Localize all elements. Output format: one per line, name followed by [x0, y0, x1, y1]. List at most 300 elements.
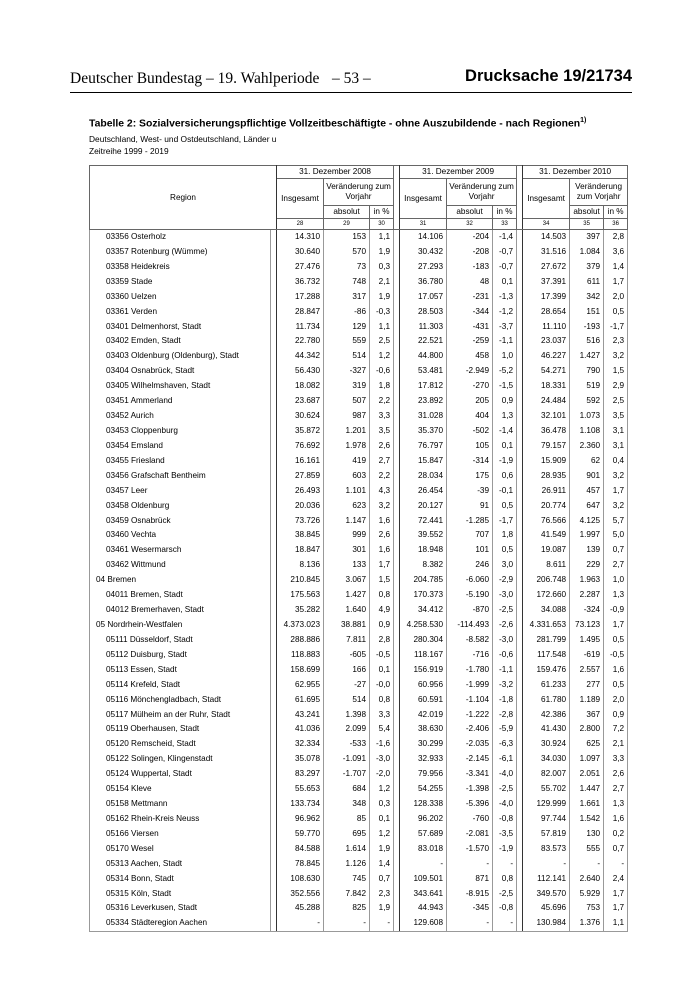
absolut-value: 139 — [570, 543, 604, 558]
absolut-value: 1.084 — [570, 245, 604, 260]
absolut-value: 404 — [447, 409, 493, 424]
absolut-value: -270 — [447, 379, 493, 394]
region-name: 03459 Osnabrück — [90, 514, 271, 529]
region-name: 03458 Oldenburg — [90, 499, 271, 514]
insgesamt-value: 16.161 — [277, 454, 324, 469]
absolut-value: -1.398 — [447, 782, 493, 797]
absolut-value: -6.060 — [447, 573, 493, 588]
absolut-value: 457 — [570, 484, 604, 499]
percent-value: -1,7 — [493, 514, 517, 529]
table-subtitle-scope: Deutschland, West- und Ostdeutschland, Länder u — [89, 134, 277, 144]
absolut-value: 1.108 — [570, 424, 604, 439]
absolut-value: 1.997 — [570, 528, 604, 543]
percent-value: 2,6 — [370, 528, 394, 543]
absolut-value: 229 — [570, 558, 604, 573]
change-header: Veränderung zum Vorjahr — [324, 179, 394, 206]
percent-value: 2,6 — [604, 767, 628, 782]
insgesamt-value: 20.127 — [400, 499, 447, 514]
percent-value: -3,0 — [493, 588, 517, 603]
absolut-value: 611 — [570, 275, 604, 290]
absolut-value: 555 — [570, 842, 604, 857]
insgesamt-value: 210.845 — [277, 573, 324, 588]
percent-value: 1,3 — [493, 409, 517, 424]
percent-value: -0,5 — [370, 648, 394, 663]
absolut-value: 790 — [570, 364, 604, 379]
insgesamt-value: 35.282 — [277, 603, 324, 618]
percent-value: -0,1 — [493, 484, 517, 499]
region-name: 03402 Emden, Stadt — [90, 334, 271, 349]
table-row — [90, 349, 628, 364]
percent-value: 1,7 — [604, 901, 628, 916]
absolut-value: 570 — [324, 245, 370, 260]
absolut-value: 458 — [447, 349, 493, 364]
percent-header: in % — [604, 206, 628, 219]
region-name: 03357 Rotenburg (Wümme) — [90, 245, 271, 260]
percent-value: -1,1 — [493, 663, 517, 678]
insgesamt-value: 34.030 — [523, 752, 570, 767]
page-number: – 53 – — [332, 70, 371, 87]
absolut-value: 748 — [324, 275, 370, 290]
absolut-value: 1.963 — [570, 573, 604, 588]
absolut-value: 999 — [324, 528, 370, 543]
insgesamt-value: 79.956 — [400, 767, 447, 782]
absolut-value: 85 — [324, 812, 370, 827]
percent-value: 0,5 — [604, 678, 628, 693]
column-number: 35 — [570, 219, 604, 230]
absolut-value: -5.190 — [447, 588, 493, 603]
region-name: 03403 Oldenburg (Oldenburg), Stadt — [90, 349, 271, 364]
insgesamt-value: 53.481 — [400, 364, 447, 379]
region-name: 05334 Städteregion Aachen — [90, 916, 271, 931]
region-name: 03456 Grafschaft Bentheim — [90, 469, 271, 484]
insgesamt-value: 117.548 — [523, 648, 570, 663]
absolut-value: 1.614 — [324, 842, 370, 857]
percent-value: 2,3 — [370, 887, 394, 902]
percent-value: 2,8 — [370, 633, 394, 648]
table-row — [90, 827, 628, 842]
percent-value: 2,2 — [370, 394, 394, 409]
table-row — [90, 454, 628, 469]
percent-value: -0,8 — [493, 901, 517, 916]
insgesamt-value: 129.608 — [400, 916, 447, 931]
insgesamt-value: 112.141 — [523, 872, 570, 887]
percent-value: - — [493, 916, 517, 931]
absolut-value: 7.842 — [324, 887, 370, 902]
insgesamt-value: 43.241 — [277, 708, 324, 723]
percent-value: -6,3 — [493, 737, 517, 752]
insgesamt-value: 18.082 — [277, 379, 324, 394]
percent-value: -2,5 — [493, 887, 517, 902]
percent-value: 0,8 — [370, 588, 394, 603]
insgesamt-value: 19.087 — [523, 543, 570, 558]
absolut-value: 1.126 — [324, 857, 370, 872]
insgesamt-value: 72.441 — [400, 514, 447, 529]
region-name: 05314 Bonn, Stadt — [90, 872, 271, 887]
insgesamt-value: 84.588 — [277, 842, 324, 857]
table-row — [90, 409, 628, 424]
absolut-value: 367 — [570, 708, 604, 723]
insgesamt-value: 34.088 — [523, 603, 570, 618]
insgesamt-value: 14.503 — [523, 230, 570, 245]
percent-value: 3,2 — [370, 499, 394, 514]
table-row — [90, 618, 628, 633]
insgesamt-value: 30.640 — [277, 245, 324, 260]
region-name: 03404 Osnabrück, Stadt — [90, 364, 271, 379]
percent-value: -0,9 — [604, 603, 628, 618]
percent-value: -6,1 — [493, 752, 517, 767]
percent-value: 0,6 — [493, 469, 517, 484]
insgesamt-value: 54.255 — [400, 782, 447, 797]
percent-value: 3,6 — [604, 245, 628, 260]
absolut-value: -1.091 — [324, 752, 370, 767]
percent-value: 1,9 — [370, 290, 394, 305]
percent-value: 0,8 — [370, 693, 394, 708]
insgesamt-value: 158.699 — [277, 663, 324, 678]
absolut-value: -208 — [447, 245, 493, 260]
insgesamt-value: 97.744 — [523, 812, 570, 827]
insgesamt-value: 23.037 — [523, 334, 570, 349]
absolut-value: 684 — [324, 782, 370, 797]
insgesamt-value: 20.774 — [523, 499, 570, 514]
insgesamt-value: 55.653 — [277, 782, 324, 797]
percent-value: 1,9 — [370, 842, 394, 857]
percent-value: 3,3 — [370, 708, 394, 723]
percent-value: 1,4 — [604, 260, 628, 275]
percent-value: 0,8 — [493, 872, 517, 887]
percent-value: -2,9 — [493, 573, 517, 588]
absolut-value: -2.081 — [447, 827, 493, 842]
absolut-value: 317 — [324, 290, 370, 305]
insgesamt-value: 38.845 — [277, 528, 324, 543]
table-row — [90, 573, 628, 588]
percent-value: 1,7 — [370, 558, 394, 573]
absolut-value: 175 — [447, 469, 493, 484]
absolut-value: -231 — [447, 290, 493, 305]
insgesamt-value: 41.549 — [523, 528, 570, 543]
table-row — [90, 424, 628, 439]
absolut-value: -344 — [447, 305, 493, 320]
change-header: Veränderung zum Vorjahr — [570, 179, 628, 206]
percent-value: 0,7 — [604, 842, 628, 857]
absolut-value: 2.557 — [570, 663, 604, 678]
insgesamt-value: 175.563 — [277, 588, 324, 603]
insgesamt-value: 28.034 — [400, 469, 447, 484]
percent-value: -2,5 — [493, 782, 517, 797]
insgesamt-value: 56.430 — [277, 364, 324, 379]
insgesamt-value: 281.799 — [523, 633, 570, 648]
region-name: 03457 Leer — [90, 484, 271, 499]
table-row — [90, 484, 628, 499]
insgesamt-value: 128.338 — [400, 797, 447, 812]
percent-value: - — [493, 857, 517, 872]
percent-value: 0,5 — [604, 633, 628, 648]
percent-value: 1,7 — [604, 618, 628, 633]
insgesamt-value: 44.943 — [400, 901, 447, 916]
region-name: 04012 Bremerhaven, Stadt — [90, 603, 271, 618]
insgesamt-value: 26.911 — [523, 484, 570, 499]
percent-value: 1,8 — [370, 379, 394, 394]
absolut-value: 625 — [570, 737, 604, 752]
percent-value: 2,1 — [604, 737, 628, 752]
region-name: 03359 Stade — [90, 275, 271, 290]
percent-value: -5,9 — [493, 722, 517, 737]
absolut-value: -2.145 — [447, 752, 493, 767]
absolut-value: 7.811 — [324, 633, 370, 648]
percent-value: 0,1 — [370, 663, 394, 678]
insgesamt-value: 45.288 — [277, 901, 324, 916]
absolut-value: 153 — [324, 230, 370, 245]
insgesamt-value: 118.883 — [277, 648, 324, 663]
insgesamt-value: 15.847 — [400, 454, 447, 469]
absolut-value: 514 — [324, 693, 370, 708]
absolut-value: 342 — [570, 290, 604, 305]
absolut-value: 514 — [324, 349, 370, 364]
insgesamt-value: 133.734 — [277, 797, 324, 812]
absolut-value: -259 — [447, 334, 493, 349]
insgesamt-value: 61.695 — [277, 693, 324, 708]
absolut-value: 348 — [324, 797, 370, 812]
percent-value: 2,1 — [370, 275, 394, 290]
table-row — [90, 752, 628, 767]
insgesamt-value: 41.036 — [277, 722, 324, 737]
absolut-value: 623 — [324, 499, 370, 514]
insgesamt-value: 57.819 — [523, 827, 570, 842]
insgesamt-value: 22.521 — [400, 334, 447, 349]
absolut-value: -870 — [447, 603, 493, 618]
percent-value: 1,3 — [604, 588, 628, 603]
insgesamt-value: 61.780 — [523, 693, 570, 708]
region-name: 03361 Verden — [90, 305, 271, 320]
absolut-value: 301 — [324, 543, 370, 558]
region-name: 05117 Mülheim an der Ruhr, Stadt — [90, 708, 271, 723]
percent-value: 2,8 — [604, 230, 628, 245]
percent-value: 0,5 — [493, 543, 517, 558]
insgesamt-value: 35.078 — [277, 752, 324, 767]
percent-value: 1,6 — [370, 514, 394, 529]
percent-value: -1,2 — [493, 305, 517, 320]
insgesamt-value: 17.399 — [523, 290, 570, 305]
absolut-value: 2.051 — [570, 767, 604, 782]
absolut-value: 1.201 — [324, 424, 370, 439]
insgesamt-value: 17.812 — [400, 379, 447, 394]
absolut-value: 246 — [447, 558, 493, 573]
percent-value: -1,1 — [493, 334, 517, 349]
insgesamt-value: 96.202 — [400, 812, 447, 827]
absolut-value: 205 — [447, 394, 493, 409]
table-row — [90, 275, 628, 290]
table-row — [90, 603, 628, 618]
percent-value: 1,1 — [370, 230, 394, 245]
region-name: 05316 Leverkusen, Stadt — [90, 901, 271, 916]
region-name: 05116 Mönchengladbach, Stadt — [90, 693, 271, 708]
percent-value: -0,5 — [604, 648, 628, 663]
absolut-value: -193 — [570, 320, 604, 335]
percent-value: 2,0 — [604, 693, 628, 708]
region-name: 05113 Essen, Stadt — [90, 663, 271, 678]
absolut-value: 38.881 — [324, 618, 370, 633]
absolut-value: 73.123 — [570, 618, 604, 633]
absolut-value: -2.406 — [447, 722, 493, 737]
insgesamt-value: 82.007 — [523, 767, 570, 782]
percent-value: 0,1 — [493, 275, 517, 290]
document-number — [465, 67, 632, 86]
absolut-value: -1.780 — [447, 663, 493, 678]
insgesamt-value: 32.334 — [277, 737, 324, 752]
insgesamt-value: 42.019 — [400, 708, 447, 723]
insgesamt-value: 57.689 — [400, 827, 447, 842]
absolut-value: 647 — [570, 499, 604, 514]
region-name: 03455 Friesland — [90, 454, 271, 469]
absolut-value: 1.097 — [570, 752, 604, 767]
percent-value: -1,4 — [493, 230, 517, 245]
absolut-value: 825 — [324, 901, 370, 916]
table-row — [90, 693, 628, 708]
insgesamt-value: 129.999 — [523, 797, 570, 812]
year-header-2009: 31. Dezember 2009 — [400, 166, 517, 179]
absolut-value: 48 — [447, 275, 493, 290]
percent-value: 4,3 — [370, 484, 394, 499]
data-table — [89, 165, 628, 932]
percent-value: -0,7 — [493, 260, 517, 275]
absolut-value: - — [447, 857, 493, 872]
region-name: 05114 Krefeld, Stadt — [90, 678, 271, 693]
percent-value: 1,6 — [604, 663, 628, 678]
absolut-value: 62 — [570, 454, 604, 469]
absolut-value: 603 — [324, 469, 370, 484]
table-row — [90, 708, 628, 723]
region-header: Region — [90, 166, 277, 230]
table-row — [90, 588, 628, 603]
absolut-value: 1.398 — [324, 708, 370, 723]
insgesamt-value: 41.430 — [523, 722, 570, 737]
column-number: 28 — [277, 219, 324, 230]
percent-value: 1,6 — [604, 812, 628, 827]
absolut-value: 1.495 — [570, 633, 604, 648]
absolut-value: 419 — [324, 454, 370, 469]
percent-value: -0,0 — [370, 678, 394, 693]
insgesamt-header: Insgesamt — [277, 179, 324, 219]
percent-value: 0,2 — [604, 827, 628, 842]
insgesamt-value: 27.476 — [277, 260, 324, 275]
absolut-value: -345 — [447, 901, 493, 916]
absolut-value: -86 — [324, 305, 370, 320]
region-name: 03460 Vechta — [90, 528, 271, 543]
percent-value: 2,5 — [370, 334, 394, 349]
percent-value: -3,5 — [493, 827, 517, 842]
percent-value: 1,7 — [604, 275, 628, 290]
percent-value: 0,4 — [604, 454, 628, 469]
title-footnote: 1) — [580, 117, 587, 124]
table-row — [90, 439, 628, 454]
absolut-value: -5.396 — [447, 797, 493, 812]
percent-value: 3,1 — [604, 424, 628, 439]
percent-value: -0,7 — [493, 245, 517, 260]
absolut-value: 753 — [570, 901, 604, 916]
percent-value: 1,7 — [604, 484, 628, 499]
absolut-value: -27 — [324, 678, 370, 693]
region-name: 05162 Rhein-Kreis Neuss — [90, 812, 271, 827]
table-row — [90, 290, 628, 305]
region-name: 03401 Delmenhorst, Stadt — [90, 320, 271, 335]
absolut-value: -760 — [447, 812, 493, 827]
percent-value: -3,0 — [493, 633, 517, 648]
absolut-value: 2.800 — [570, 722, 604, 737]
percent-value: -5,2 — [493, 364, 517, 379]
insgesamt-value: 14.310 — [277, 230, 324, 245]
insgesamt-value: 35.370 — [400, 424, 447, 439]
percent-value: 1,4 — [370, 857, 394, 872]
region-name: 05112 Duisburg, Stadt — [90, 648, 271, 663]
column-number: 36 — [604, 219, 628, 230]
absolut-value: 1.542 — [570, 812, 604, 827]
percent-value: 2,3 — [604, 334, 628, 349]
insgesamt-value: 30.624 — [277, 409, 324, 424]
insgesamt-value: 28.847 — [277, 305, 324, 320]
percent-value: -3,7 — [493, 320, 517, 335]
table-row — [90, 887, 628, 902]
percent-value: - — [604, 857, 628, 872]
insgesamt-value: 30.432 — [400, 245, 447, 260]
page-header — [70, 66, 632, 93]
region-name: 04 Bremen — [90, 573, 271, 588]
absolut-value: 133 — [324, 558, 370, 573]
table-row — [90, 901, 628, 916]
insgesamt-value: 76.566 — [523, 514, 570, 529]
region-name: 05166 Viersen — [90, 827, 271, 842]
absolut-value: -1.999 — [447, 678, 493, 693]
insgesamt-value: 83.297 — [277, 767, 324, 782]
insgesamt-value: 349.570 — [523, 887, 570, 902]
absolut-value: 105 — [447, 439, 493, 454]
insgesamt-value: 280.304 — [400, 633, 447, 648]
insgesamt-value: 42.386 — [523, 708, 570, 723]
percent-value: -3,0 — [370, 752, 394, 767]
insgesamt-header: Insgesamt — [400, 179, 447, 219]
table-row — [90, 797, 628, 812]
region-name: 03356 Osterholz — [90, 230, 271, 245]
column-number: 34 — [523, 219, 570, 230]
percent-value: -2,8 — [493, 708, 517, 723]
region-name: 03451 Ammerland — [90, 394, 271, 409]
absolut-value: 987 — [324, 409, 370, 424]
insgesamt-value: 37.391 — [523, 275, 570, 290]
insgesamt-value: 8.382 — [400, 558, 447, 573]
absolut-value: -8.915 — [447, 887, 493, 902]
table-row — [90, 305, 628, 320]
percent-value: 3,3 — [370, 409, 394, 424]
insgesamt-value: 55.702 — [523, 782, 570, 797]
absolut-value: -533 — [324, 737, 370, 752]
insgesamt-value: 23.892 — [400, 394, 447, 409]
absolut-value: 319 — [324, 379, 370, 394]
percent-value: 2,2 — [370, 469, 394, 484]
insgesamt-value: - — [523, 857, 570, 872]
insgesamt-value: 30.924 — [523, 737, 570, 752]
table-row — [90, 499, 628, 514]
absolut-value: 1.189 — [570, 693, 604, 708]
insgesamt-value: 78.845 — [277, 857, 324, 872]
absolut-value: -204 — [447, 230, 493, 245]
insgesamt-value: 11.734 — [277, 320, 324, 335]
percent-value: 1,2 — [370, 782, 394, 797]
percent-value: -0,6 — [493, 648, 517, 663]
absolut-value: -314 — [447, 454, 493, 469]
region-name: 05111 Düsseldorf, Stadt — [90, 633, 271, 648]
percent-value: 2,7 — [604, 782, 628, 797]
insgesamt-value: 15.909 — [523, 454, 570, 469]
percent-value: -1,6 — [370, 737, 394, 752]
document-number-value: 21734 — [586, 67, 632, 85]
